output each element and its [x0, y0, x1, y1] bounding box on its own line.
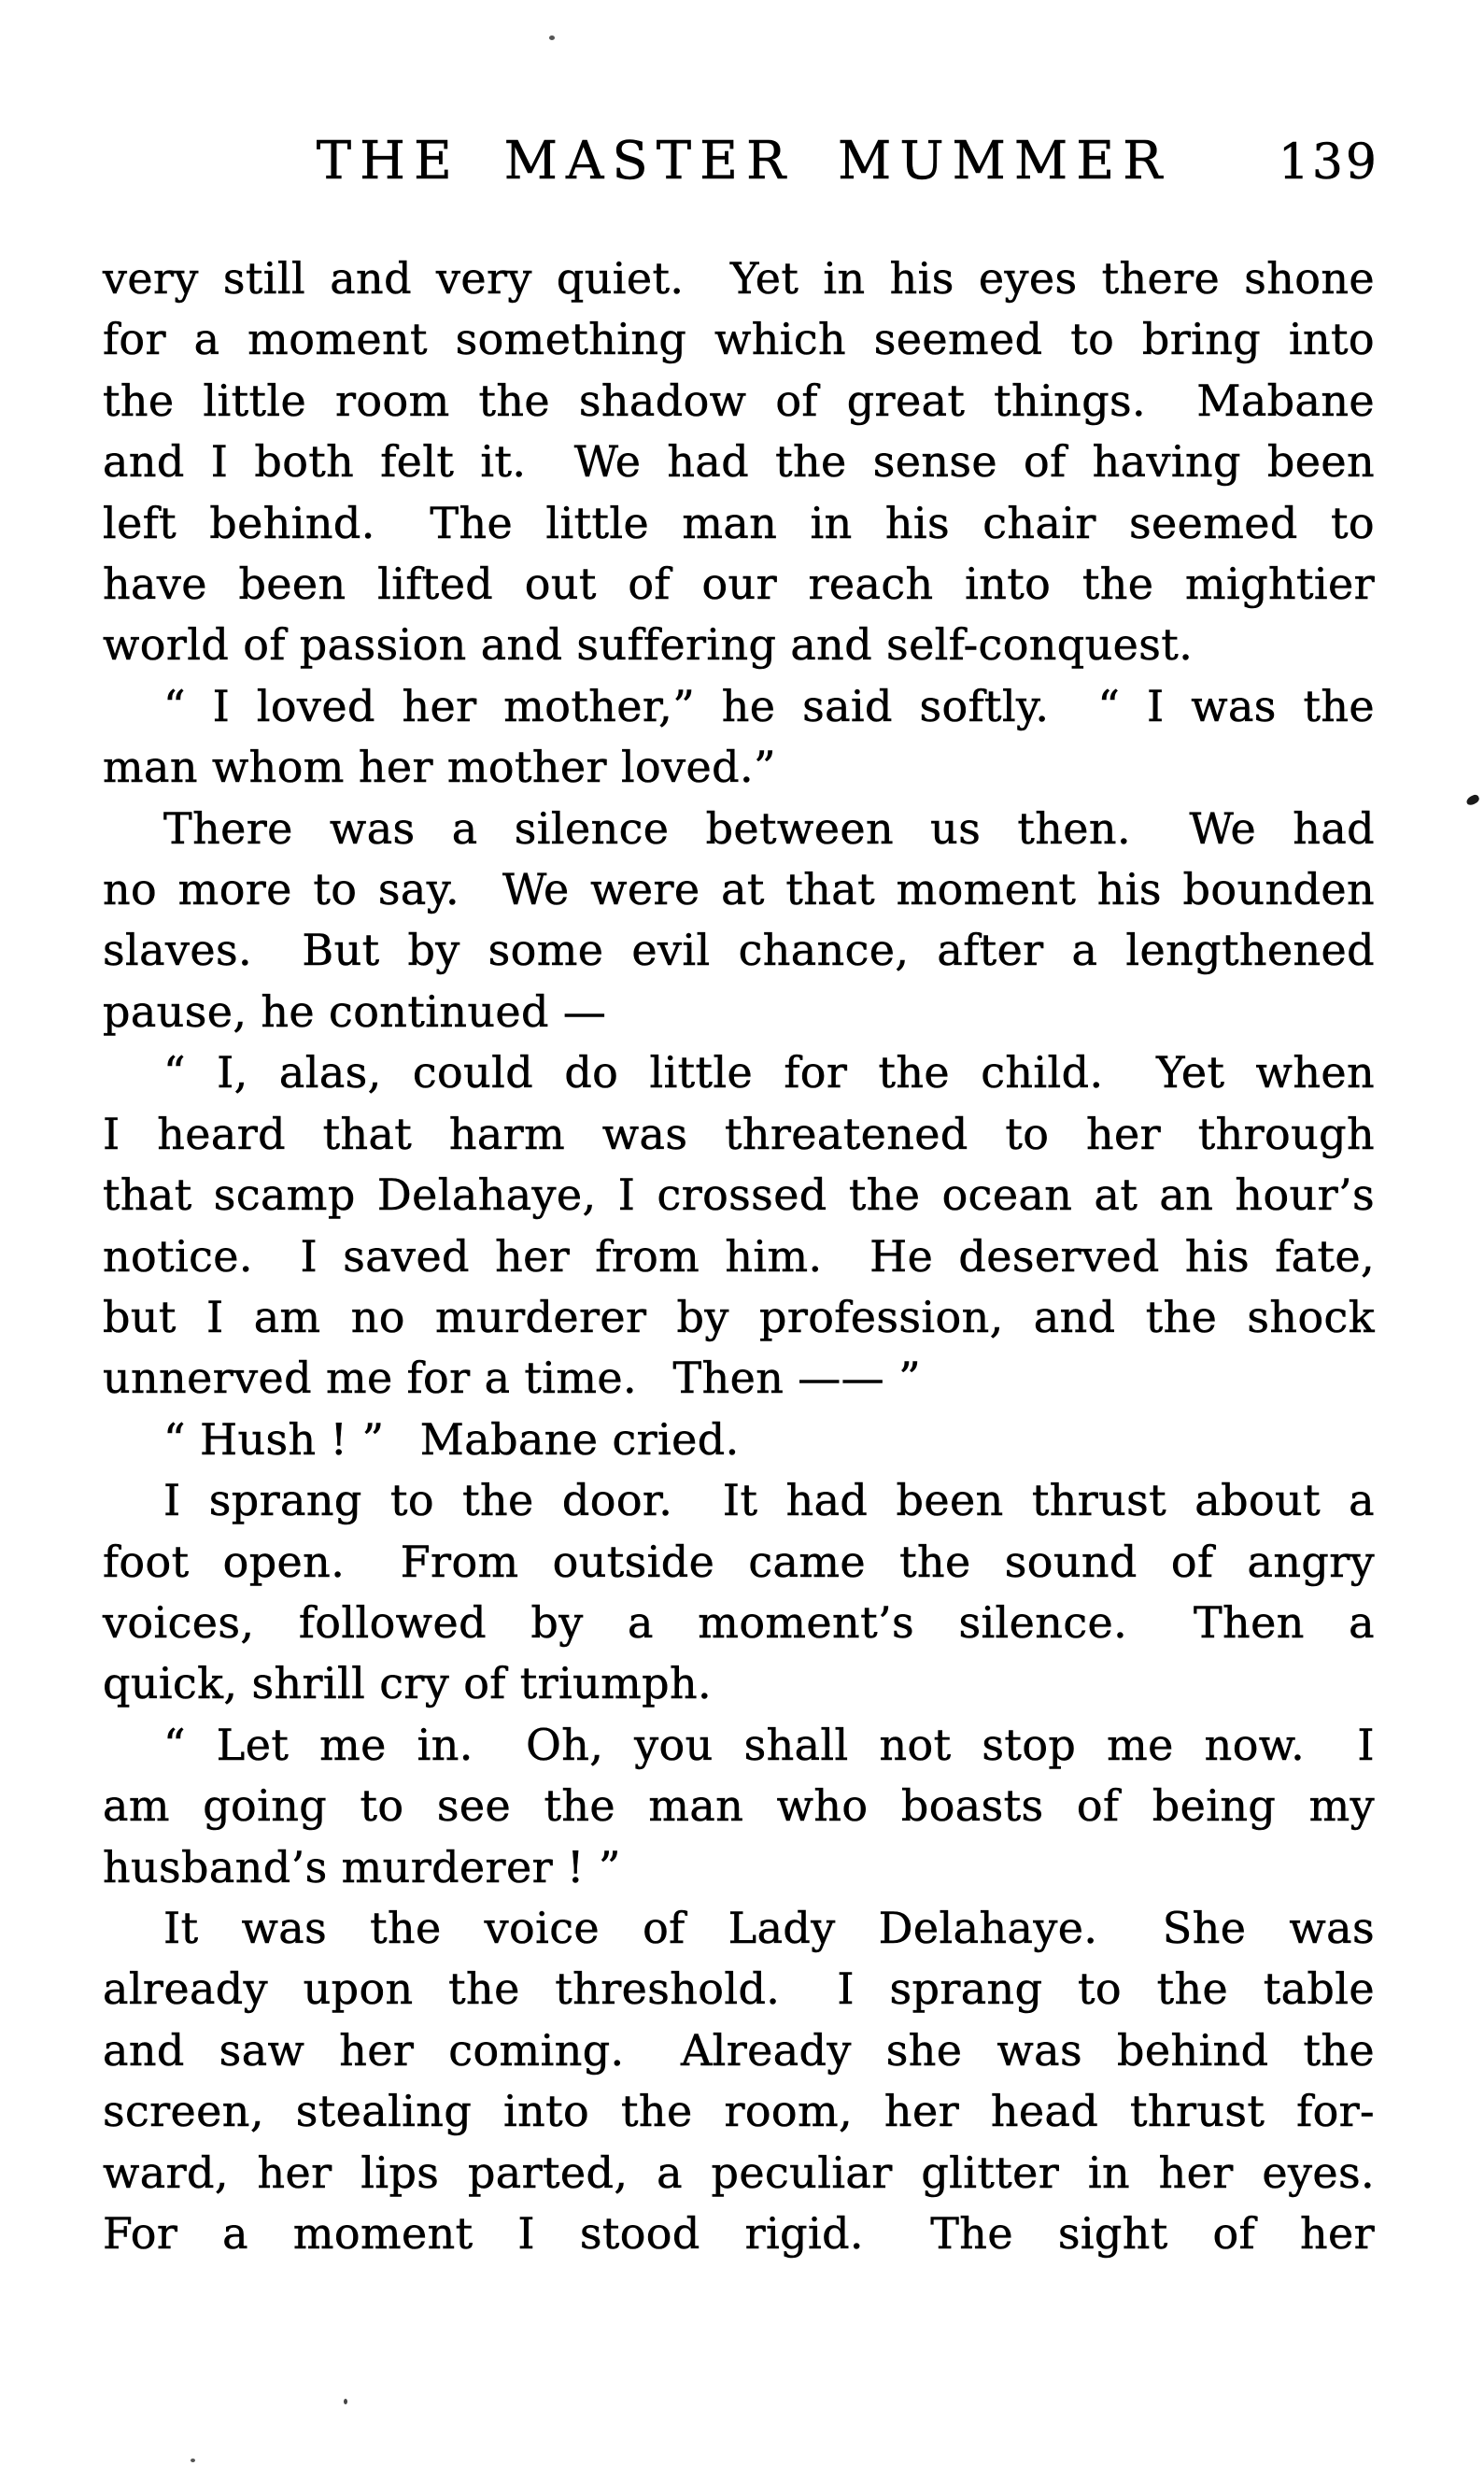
- text-line: “ Let me in. Oh, you shall not stop me now. I: [163, 1719, 1375, 1770]
- text-line: voices, followed by a moment’s silence. Then a: [103, 1596, 1375, 1648]
- text-line: I sprang to the door. It had been thrust about a: [163, 1475, 1375, 1526]
- text-line: quick, shrill cry of triumph.: [103, 1658, 713, 1709]
- text-line: husband’s murderer ! ”: [103, 1841, 621, 1892]
- text-line: “ I, alas, could do little for the child. Yet when: [163, 1047, 1375, 1098]
- text-line: and I both felt it. We had the sense of having been: [103, 436, 1375, 488]
- text-line: There was a silence between us then. We had: [163, 802, 1375, 854]
- text-line: already upon the threshold. I sprang to the table: [103, 1963, 1375, 2015]
- text-line: It was the voice of Lady Delahaye. She was: [163, 1902, 1375, 1953]
- text-line: the little room the shadow of great things. Mabane: [103, 375, 1375, 426]
- text-line: screen, stealing into the room, her head thrust for-: [103, 2086, 1375, 2137]
- text-line: man whom her mother loved.”: [103, 742, 776, 793]
- text-line: notice. I saved her from him. He deserved his fate,: [103, 1230, 1375, 1282]
- text-line: ward, her lips parted, a peculiar glitter in her eyes.: [103, 2147, 1375, 2198]
- page-body: [103, 248, 1375, 2264]
- running-title: THE MASTER MUMMER: [316, 131, 1171, 191]
- text-line: slaves. But by some evil chance, after a lengthened: [103, 925, 1375, 976]
- text-line: foot open. From outside came the sound of angry: [103, 1536, 1375, 1587]
- text-line: have been lifted out of our reach into the mightier: [103, 559, 1375, 610]
- text-line: “ Hush ! ” Mabane cried.: [163, 1413, 740, 1465]
- page-header: [103, 131, 1379, 196]
- page-number: 139: [1278, 135, 1379, 191]
- text-line: no more to say. We were at that moment his bounden: [103, 864, 1375, 915]
- text-line: left behind. The little man in his chair seemed to: [103, 497, 1375, 548]
- text-line: world of passion and suffering and self-conquest.: [103, 619, 1194, 671]
- text-line: very still and very quiet. Yet in his eyes there shone: [103, 253, 1375, 304]
- text-line: “ I loved her mother,” he said softly. “ I was the: [163, 680, 1375, 731]
- scan-speck: [549, 35, 555, 40]
- text-line: but I am no murderer by profession, and the shock: [103, 1291, 1375, 1342]
- text-line: pause, he continued —: [103, 985, 607, 1037]
- text-line: I heard that harm was threatened to her through: [103, 1108, 1375, 1159]
- text-line: and saw her coming. Already she was behind the: [103, 2024, 1375, 2076]
- scan-speck: [1465, 793, 1480, 806]
- text-line: am going to see the man who boasts of being my: [103, 1780, 1375, 1832]
- text-line: for a moment something which seemed to bring into: [103, 314, 1375, 365]
- text-line: unnerved me for a time. Then —— ”: [103, 1353, 922, 1404]
- scan-speck: [344, 2399, 347, 2404]
- text-line: that scamp Delahaye, I crossed the ocean at an hour’s: [103, 1169, 1375, 1221]
- text-line: For a moment I stood rigid. The sight of her: [103, 2208, 1375, 2259]
- scan-speck: [191, 2459, 195, 2462]
